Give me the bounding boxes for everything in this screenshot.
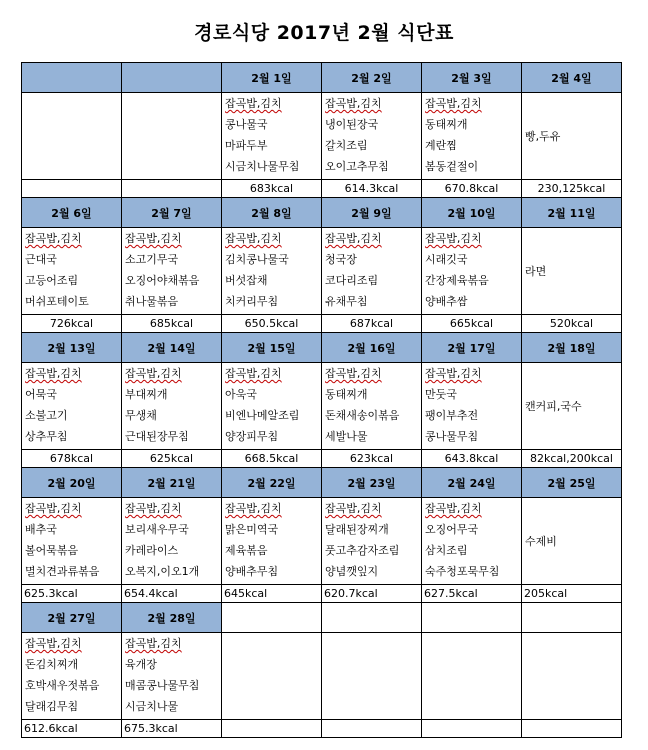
menu-item: 돈김치찌개 [25, 658, 79, 671]
menu-item: 호박새우젓볶음 [25, 679, 100, 692]
kcal-cell [522, 720, 622, 738]
menu-cell [222, 228, 322, 315]
menu-cell [422, 633, 522, 720]
menu-cell [322, 498, 422, 585]
day-header-cell: 2월 11일 [522, 198, 622, 228]
kcal-cell [22, 180, 122, 198]
kcal-cell: 625kcal [122, 450, 222, 468]
menu-item: 오징어야채볶음 [125, 274, 200, 287]
day-header-cell: 2월 3일 [422, 63, 522, 93]
kcal-cell: 685kcal [122, 315, 222, 333]
menu-item: 아욱국 [225, 388, 257, 401]
day-header-cell: 2월 25일 [522, 468, 622, 498]
week-header-row [22, 198, 622, 228]
menu-item: 잡곡밥,김치 [125, 502, 182, 515]
menu-cell [222, 633, 322, 720]
menu-item: 카레라이스 [125, 544, 179, 557]
day-header-cell: 2월 22일 [222, 468, 322, 498]
menu-item: 잡곡밥,김치 [25, 502, 82, 515]
day-header-cell: 2월 13일 [22, 333, 122, 363]
kcal-cell: 683kcal [222, 180, 322, 198]
menu-item: 어묵국 [25, 388, 57, 401]
menu-cell [522, 93, 622, 180]
menu-cell [322, 363, 422, 450]
menu-cell [422, 498, 522, 585]
menu-row [22, 498, 622, 585]
menu-cell [122, 228, 222, 315]
day-header-cell [222, 603, 322, 633]
menu-cell [422, 93, 522, 180]
menu-item: 시금치나물무침 [225, 160, 300, 173]
day-header-cell: 2월 7일 [122, 198, 222, 228]
menu-item: 잡곡밥,김치 [425, 502, 482, 515]
day-header-cell: 2월 24일 [422, 468, 522, 498]
menu-item: 시금치나물 [125, 700, 179, 713]
kcal-cell: 230,125kcal [522, 180, 622, 198]
menu-cell [522, 363, 622, 450]
menu-item: 삼치조림 [425, 544, 468, 557]
menu-row [22, 633, 622, 720]
menu-item: 근대된장무침 [125, 430, 189, 443]
menu-item: 풋고추감자조림 [325, 544, 400, 557]
kcal-cell [222, 720, 322, 738]
kcal-cell: 670.8kcal [422, 180, 522, 198]
menu-item: 김치콩나물국 [225, 253, 289, 266]
kcal-cell: 675.3kcal [122, 720, 222, 738]
menu-row [22, 363, 622, 450]
menu-item: 오복지,이오1개 [125, 565, 200, 578]
kcal-cell: 612.6kcal [22, 720, 122, 738]
menu-item: 콩나물국 [225, 118, 268, 131]
day-header-cell [422, 603, 522, 633]
kcal-cell: 650.5kcal [222, 315, 322, 333]
week-header-row [22, 603, 622, 633]
day-header-cell: 2월 1일 [222, 63, 322, 93]
page-title: 경로식당 2017년 2월 식단표 [194, 22, 454, 44]
menu-cell [322, 93, 422, 180]
menu-item: 동태찌개 [425, 118, 468, 131]
menu-cell [22, 498, 122, 585]
day-header-cell: 2월 6일 [22, 198, 122, 228]
menu-item: 잡곡밥,김치 [225, 502, 282, 515]
kcal-cell [122, 180, 222, 198]
menu-item: 머쉬포테이토 [25, 295, 89, 308]
day-header-cell [322, 603, 422, 633]
day-header-cell: 2월 9일 [322, 198, 422, 228]
kcal-row [22, 180, 622, 198]
menu-cell [422, 228, 522, 315]
week-header-row [22, 63, 622, 93]
day-header-cell: 2월 28일 [122, 603, 222, 633]
kcal-cell: 726kcal [22, 315, 122, 333]
menu-cell [322, 633, 422, 720]
day-header-cell: 2월 8일 [222, 198, 322, 228]
menu-item: 잡곡밥,김치 [325, 97, 382, 110]
menu-item: 만둣국 [425, 388, 457, 401]
kcal-cell: 643.8kcal [422, 450, 522, 468]
menu-item: 고등어조림 [25, 274, 79, 287]
menu-item: 양장피무침 [225, 430, 279, 443]
menu-cell [222, 363, 322, 450]
menu-item: 팽이부추전 [425, 409, 479, 422]
kcal-cell: 82kcal,200kcal [522, 450, 622, 468]
kcal-cell: 620.7kcal [322, 585, 422, 603]
menu-item: 세발나물 [325, 430, 368, 443]
menu-item: 보리새우무국 [125, 523, 189, 536]
menu-cell [122, 498, 222, 585]
menu-cell [522, 498, 622, 585]
menu-item: 캔커피,국수 [525, 400, 582, 413]
kcal-cell [322, 720, 422, 738]
menu-item: 양배추무침 [225, 565, 279, 578]
menu-cell [322, 228, 422, 315]
day-header-cell: 2월 23일 [322, 468, 422, 498]
menu-table [21, 62, 622, 738]
kcal-cell: 627.5kcal [422, 585, 522, 603]
menu-item: 볼어묵볶음 [25, 544, 79, 557]
day-header-cell: 2월 2일 [322, 63, 422, 93]
menu-item: 양배추쌈 [425, 295, 468, 308]
menu-item: 라면 [525, 265, 547, 278]
menu-item: 맑은미역국 [225, 523, 279, 536]
kcal-row [22, 450, 622, 468]
menu-item: 멸치견과류볶음 [25, 565, 100, 578]
menu-item: 코다리조림 [325, 274, 379, 287]
menu-item: 취나물볶음 [125, 295, 179, 308]
menu-item: 오이고추무침 [325, 160, 389, 173]
menu-item: 콩나물무침 [425, 430, 479, 443]
day-header-cell: 2월 10일 [422, 198, 522, 228]
menu-item: 빵,두유 [525, 130, 561, 143]
menu-item: 잡곡밥,김치 [225, 97, 282, 110]
menu-item: 봄동겉절이 [425, 160, 479, 173]
menu-item: 시래깃국 [425, 253, 468, 266]
menu-item: 비엔나메알조림 [225, 409, 300, 422]
menu-cell [222, 93, 322, 180]
menu-item: 달래김무침 [25, 700, 79, 713]
menu-item: 제육볶음 [225, 544, 268, 557]
kcal-row [22, 585, 622, 603]
menu-item: 양념깻잎지 [325, 565, 379, 578]
menu-item: 배추국 [25, 523, 57, 536]
day-header-cell: 2월 20일 [22, 468, 122, 498]
menu-item: 잡곡밥,김치 [25, 637, 82, 650]
day-header-cell: 2월 15일 [222, 333, 322, 363]
menu-cell [22, 93, 122, 180]
menu-item: 숙주청포묵무침 [425, 565, 500, 578]
kcal-cell: 668.5kcal [222, 450, 322, 468]
kcal-cell: 665kcal [422, 315, 522, 333]
menu-item: 잡곡밥,김치 [125, 367, 182, 380]
menu-item: 간장제육볶음 [425, 274, 489, 287]
menu-item: 근대국 [25, 253, 57, 266]
menu-item: 잡곡밥,김치 [425, 97, 482, 110]
day-header-cell: 2월 27일 [22, 603, 122, 633]
menu-row [22, 93, 622, 180]
menu-item: 잡곡밥,김치 [425, 232, 482, 245]
week-header-row [22, 468, 622, 498]
menu-cell [422, 363, 522, 450]
day-header-cell: 2월 21일 [122, 468, 222, 498]
day-header-cell: 2월 17일 [422, 333, 522, 363]
menu-item: 소고기무국 [125, 253, 179, 266]
day-header-cell [522, 603, 622, 633]
menu-item: 매콤콩나물무침 [125, 679, 200, 692]
menu-cell [122, 93, 222, 180]
day-header-cell: 2월 4일 [522, 63, 622, 93]
menu-cell [122, 633, 222, 720]
menu-item: 잡곡밥,김치 [225, 232, 282, 245]
menu-item: 무생채 [125, 409, 157, 422]
menu-item: 잡곡밥,김치 [225, 367, 282, 380]
menu-item: 부대찌개 [125, 388, 168, 401]
kcal-cell: 520kcal [522, 315, 622, 333]
kcal-cell: 625.3kcal [22, 585, 122, 603]
menu-cell [522, 633, 622, 720]
kcal-cell: 678kcal [22, 450, 122, 468]
menu-cell [22, 633, 122, 720]
menu-item: 유채무침 [325, 295, 368, 308]
kcal-cell: 623kcal [322, 450, 422, 468]
menu-item: 달래된장찌개 [325, 523, 389, 536]
menu-item: 갈치조림 [325, 139, 368, 152]
menu-item: 치커리무침 [225, 295, 279, 308]
menu-cell [522, 228, 622, 315]
day-header-cell: 2월 18일 [522, 333, 622, 363]
week-header-row [22, 333, 622, 363]
menu-item: 마파두부 [225, 139, 268, 152]
menu-cell [122, 363, 222, 450]
kcal-row [22, 720, 622, 738]
menu-item: 잡곡밥,김치 [325, 367, 382, 380]
menu-item: 동태찌개 [325, 388, 368, 401]
menu-item: 돈채새송이볶음 [325, 409, 400, 422]
menu-item: 잡곡밥,김치 [25, 232, 82, 245]
kcal-row [22, 315, 622, 333]
menu-cell [22, 363, 122, 450]
menu-item: 육개장 [125, 658, 157, 671]
kcal-cell: 614.3kcal [322, 180, 422, 198]
menu-item: 상추무침 [25, 430, 68, 443]
menu-item: 잡곡밥,김치 [325, 232, 382, 245]
menu-item: 버섯잡채 [225, 274, 268, 287]
day-header-cell [22, 63, 122, 93]
day-header-cell: 2월 16일 [322, 333, 422, 363]
menu-item: 잡곡밥,김치 [325, 502, 382, 515]
menu-item: 잡곡밥,김치 [425, 367, 482, 380]
kcal-cell: 687kcal [322, 315, 422, 333]
menu-item: 잡곡밥,김치 [125, 232, 182, 245]
menu-item: 오징어무국 [425, 523, 479, 536]
kcal-cell: 205kcal [522, 585, 622, 603]
menu-item: 청국장 [325, 253, 357, 266]
menu-item: 잡곡밥,김치 [25, 367, 82, 380]
menu-row [22, 228, 622, 315]
kcal-cell: 654.4kcal [122, 585, 222, 603]
menu-item: 잡곡밥,김치 [125, 637, 182, 650]
menu-item: 냉이된장국 [325, 118, 379, 131]
kcal-cell [422, 720, 522, 738]
menu-item: 계란찜 [425, 139, 457, 152]
day-header-cell: 2월 14일 [122, 333, 222, 363]
menu-cell [222, 498, 322, 585]
kcal-cell: 645kcal [222, 585, 322, 603]
menu-cell [22, 228, 122, 315]
menu-item: 소불고기 [25, 409, 68, 422]
day-header-cell [122, 63, 222, 93]
menu-item: 수제비 [525, 535, 557, 548]
